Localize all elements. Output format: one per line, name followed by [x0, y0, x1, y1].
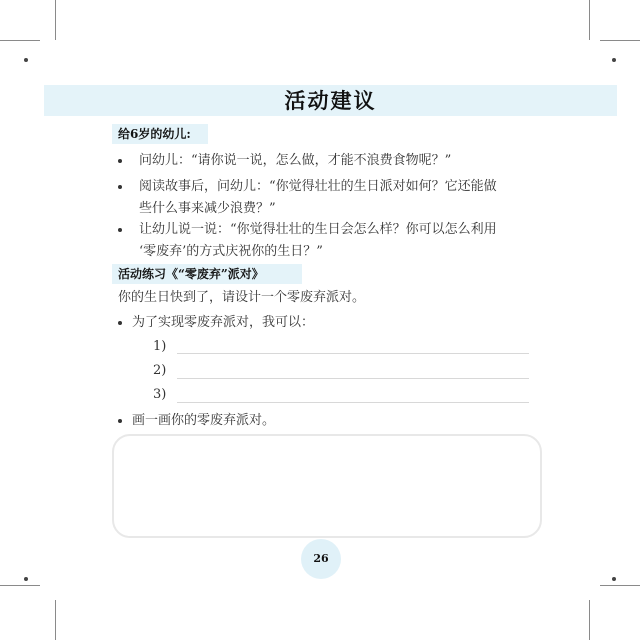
crop-mark — [589, 600, 590, 640]
suggestion-line: 问幼儿：“请你说一说，怎么做，才能不浪费食物呢？” — [139, 153, 452, 168]
crop-mark — [0, 40, 40, 41]
drawing-area[interactable] — [112, 434, 542, 538]
crop-mark — [600, 585, 640, 586]
answer-number: 1) — [153, 339, 167, 354]
activity-label: 活动练习《“零废弃”派对》 — [112, 264, 302, 284]
section-label: 给6岁的幼儿: — [112, 124, 208, 144]
bullet-icon — [118, 185, 122, 189]
crop-mark — [600, 40, 640, 41]
page-title: 活动建议 — [284, 88, 377, 113]
activity-intro: 你的生日快到了，请设计一个零废弃派对。 — [118, 290, 366, 305]
answer-line[interactable] — [177, 402, 529, 403]
registration-dot — [612, 58, 616, 62]
bullet-icon — [118, 228, 122, 232]
bullet-icon — [118, 159, 122, 163]
registration-dot — [612, 577, 616, 581]
crop-mark — [589, 0, 590, 40]
suggestion-text — [139, 176, 538, 220]
title-band — [44, 85, 617, 116]
suggestion-text — [139, 219, 538, 263]
page-number: 26 — [301, 539, 341, 579]
task-text: 为了实现零废弃派对，我可以： — [132, 315, 315, 330]
suggestion-item — [118, 219, 538, 263]
crop-mark — [0, 585, 40, 586]
suggestion-text — [139, 150, 538, 172]
suggestion-line: 阅读故事后，问幼儿：“你觉得壮壮的生日派对如何？它还能做 — [139, 179, 497, 194]
bullet-icon — [118, 321, 122, 325]
suggestion-item — [118, 150, 538, 172]
answer-line[interactable] — [177, 353, 529, 354]
registration-dot — [24, 577, 28, 581]
answer-number: 3) — [153, 387, 167, 402]
suggestion-line: 让幼儿说一说：“你觉得壮壮的生日会怎么样？你可以怎么利用 — [139, 222, 497, 237]
task-text: 画一画你的零废弃派对。 — [132, 413, 276, 428]
crop-mark — [55, 0, 56, 40]
suggestion-line: 些什么事来减少浪费？” — [139, 201, 276, 216]
bullet-icon — [118, 419, 122, 423]
suggestion-line: ‘零废弃’的方式庆祝你的生日？” — [139, 244, 323, 259]
task-item — [118, 410, 538, 432]
task-item — [118, 312, 538, 334]
answer-line[interactable] — [177, 378, 529, 379]
registration-dot — [24, 58, 28, 62]
answer-number: 2) — [153, 363, 167, 378]
crop-mark — [55, 600, 56, 640]
suggestion-item — [118, 176, 538, 220]
